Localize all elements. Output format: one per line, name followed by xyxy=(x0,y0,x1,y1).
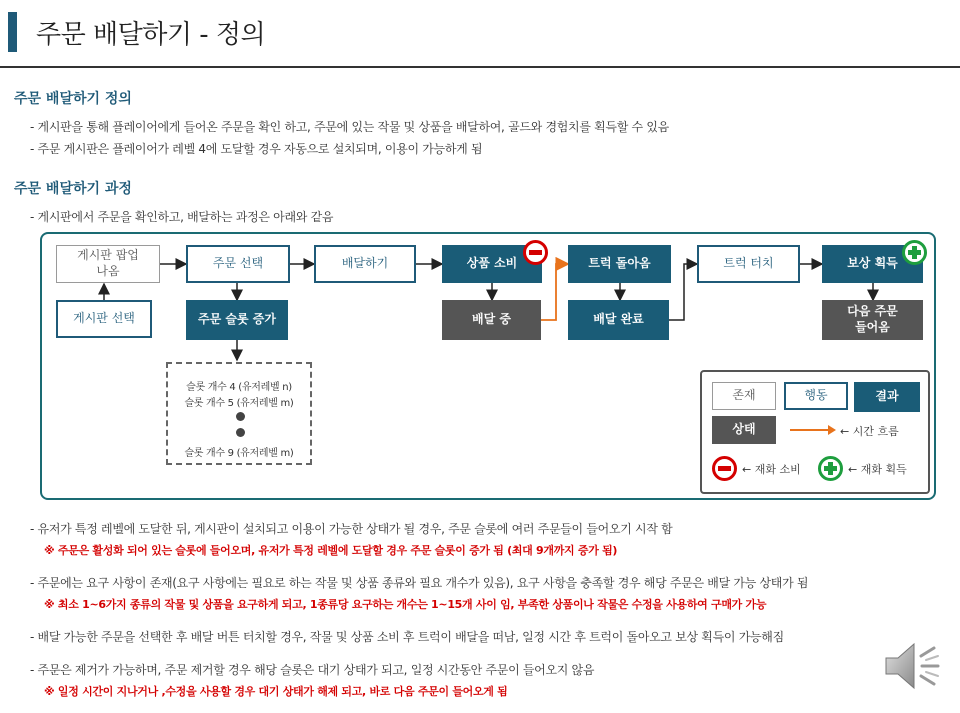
definition-bullet: - 주문 게시판은 플레이어가 레벨 4에 도달할 경우 자동으로 설치되며, 이용이 가능하게 됨 xyxy=(30,142,483,156)
detail-note: ※ 최소 1~6가지 종류의 작물 및 상품을 요구하게 되고, 1종류당 요구하는 개수는 1~15개 사이 임, 부족한 상품이나 작물은 수정을 사용하여 구매가 가능 xyxy=(44,598,767,611)
slot-item: 슬롯 개수 4 (유저레벨 n) xyxy=(186,382,292,393)
minus-circle-icon xyxy=(523,240,548,265)
node-reward: 보상 획득 xyxy=(822,245,923,283)
ellipsis-dot xyxy=(236,412,245,421)
legend-gain: ← 재화 획득 xyxy=(848,463,907,476)
node-deliver: 배달하기 xyxy=(314,245,416,283)
page-title: 주문 배달하기 - 정의 xyxy=(36,20,266,50)
detail-note: ※ 주문은 활성화 되어 있는 슬롯에 들어오며, 유저가 특정 레벨에 도달할 경우 주문 슬롯이 증가 됨 (최대 9개까지 증가 됨) xyxy=(44,544,618,557)
legend-consume: ← 재화 소비 xyxy=(742,463,801,476)
detail-bullet: - 유저가 특정 레벨에 도달한 뒤, 게시판이 설치되고 이용이 가능한 상태가 될 경우, 주문 슬롯에 여러 주문들이 들어오기 시작 함 xyxy=(30,522,673,536)
legend-time-arrow xyxy=(790,424,836,436)
detail-bullet: - 배달 가능한 주문을 선택한 후 배달 버튼 터치할 경우, 작물 및 상품 소비 후 트럭이 배달을 떠남, 일정 시간 후 트럭이 돌아오고 보상 획득이 가능해짐 xyxy=(30,630,784,644)
plus-circle-icon xyxy=(818,456,843,481)
node-consume: 상품 소비 xyxy=(442,245,542,283)
minus-circle-icon xyxy=(712,456,737,481)
legend-state: 상태 xyxy=(712,416,776,444)
node-delivering: 배달 중 xyxy=(442,300,541,340)
node-order-select: 주문 선택 xyxy=(186,245,290,283)
title-divider xyxy=(0,66,960,68)
definition-heading: 주문 배달하기 정의 xyxy=(14,91,132,107)
detail-note: ※ 일정 시간이 지나거나 ,수정을 사용할 경우 대기 상태가 해제 되고, 바로 다음 주문이 들어오게 됨 xyxy=(44,685,508,698)
speaker-icon[interactable] xyxy=(882,636,944,696)
ellipsis-dot xyxy=(236,428,245,437)
slot-item: 슬롯 개수 9 (유저레벨 m) xyxy=(184,448,294,459)
node-slot-increase: 주문 슬롯 증가 xyxy=(186,300,288,340)
node-board-select: 게시판 선택 xyxy=(56,300,152,338)
node-next-order: 다음 주문 들어옴 xyxy=(822,300,923,340)
detail-bullet: - 주문은 제거가 가능하며, 주문 제거할 경우 해당 슬롯은 대기 상태가 되고, 일정 시간동안 주문이 들어오지 않음 xyxy=(30,663,595,677)
legend-result: 결과 xyxy=(854,382,920,412)
legend-exist: 존재 xyxy=(712,382,776,410)
detail-bullet: - 주문에는 요구 사항이 존재(요구 사항에는 필요로 하는 작물 및 상품 종류와 필요 개수가 있음), 요구 사항을 충족할 경우 해당 주문은 배달 가능 상태가 됨 xyxy=(30,576,809,590)
plus-circle-icon xyxy=(902,240,927,265)
legend xyxy=(700,370,930,494)
node-board-popup: 게시판 팝업 나옴 xyxy=(56,245,160,283)
title-accent-bar xyxy=(8,12,17,52)
process-intro: - 게시판에서 주문을 확인하고, 배달하는 과정은 아래와 같음 xyxy=(30,210,334,224)
slot-list xyxy=(166,362,312,465)
node-truck-touch: 트럭 터치 xyxy=(697,245,800,283)
legend-action: 행동 xyxy=(784,382,848,410)
definition-bullet: - 게시판을 통해 플레이어에게 들어온 주문을 확인 하고, 주문에 있는 작물 및 상품을 배달하여, 골드와 경험치를 획득할 수 있음 xyxy=(30,120,669,134)
node-delivery-done: 배달 완료 xyxy=(568,300,669,340)
legend-time-flow: ← 시간 흐름 xyxy=(840,425,899,438)
process-heading: 주문 배달하기 과정 xyxy=(14,181,132,197)
slot-item: 슬롯 개수 5 (유저레벨 m) xyxy=(184,398,294,409)
node-truck-return: 트럭 돌아옴 xyxy=(568,245,671,283)
